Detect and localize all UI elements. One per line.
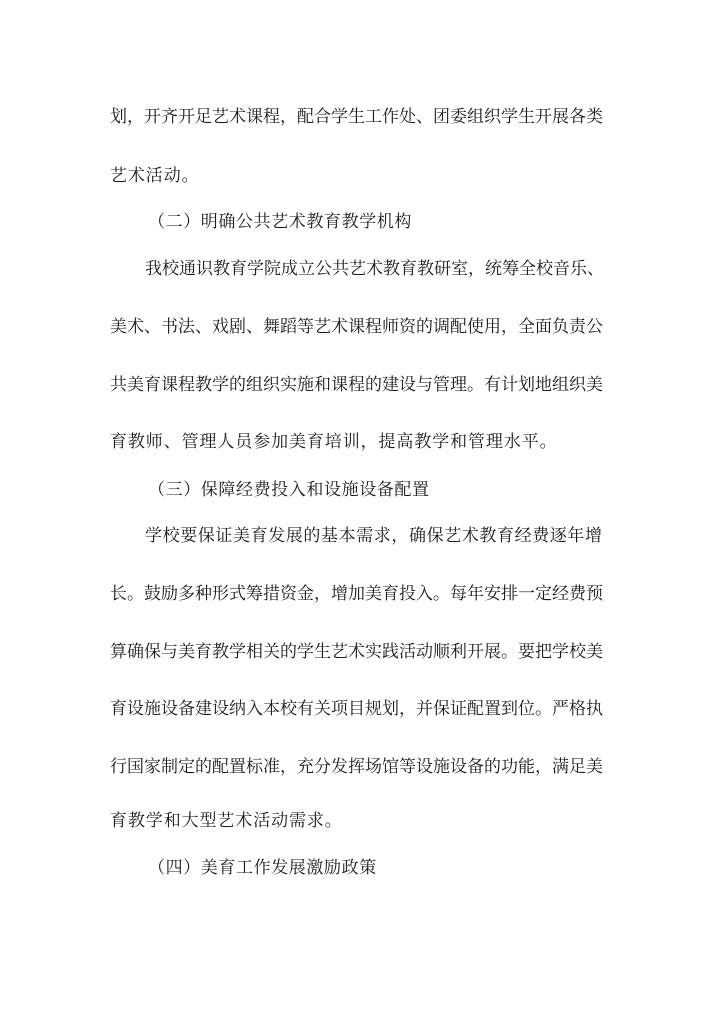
paragraph-line: 划，开齐开足艺术课程，配合学生工作处、团委组织学生开展各类: [110, 107, 603, 127]
paragraph-line: 共美育课程教学的组织实施和课程的建设与管理。有计划地组织美: [110, 375, 603, 395]
paragraph-line: 育设施设备建设纳入本校有关项目规划，并保证配置到位。严格执: [110, 699, 603, 719]
paragraph-line: 学校要保证美育发展的基本需求，确保艺术教育经费逐年增: [145, 526, 602, 546]
paragraph-line: 育教学和大型艺术活动需求。: [110, 811, 343, 831]
section-heading-2: （二）明确公共艺术教育教学机构: [148, 212, 412, 232]
paragraph-line: 算确保与美育教学相关的学生艺术实践活动顺利开展。要把学校美: [110, 642, 603, 662]
paragraph-line: 我校通识教育学院成立公共艺术教育教研室，统筹全校音乐、: [145, 259, 604, 279]
section-heading-4: （四）美育工作发展激励政策: [148, 858, 377, 878]
paragraph-line: 行国家制定的配置标准，充分发挥场馆等设施设备的功能，满足美: [110, 757, 603, 777]
paragraph-line: 长。鼓励多种形式筹措资金，增加美育投入。每年安排一定经费预: [110, 584, 603, 604]
paragraph-line: 育教师、管理人员参加美育培训，提高教学和管理水平。: [110, 432, 558, 452]
paragraph-line: 美术、书法、戏剧、舞蹈等艺术课程师资的调配使用，全面负责公: [110, 317, 603, 337]
paragraph-line: 艺术活动。: [110, 166, 200, 186]
section-heading-3: （三）保障经费投入和设施设备配置: [148, 480, 430, 500]
